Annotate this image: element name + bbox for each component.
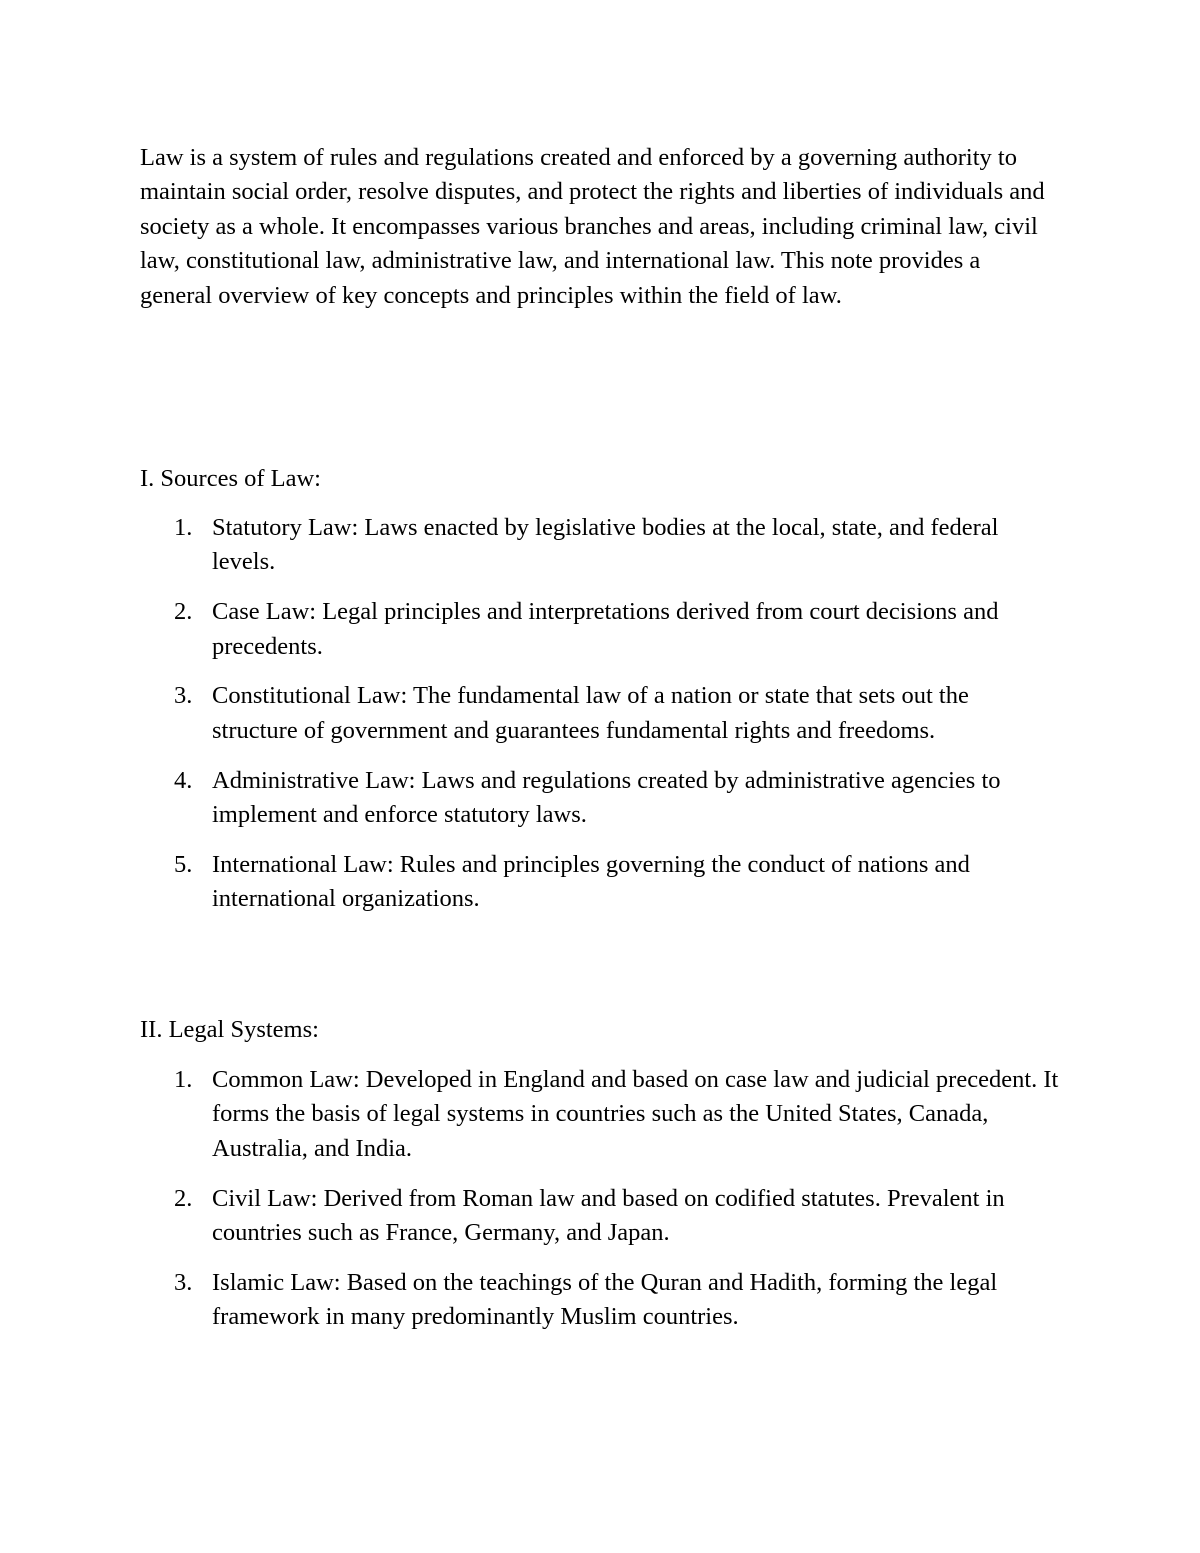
list-item-text: International Law: Rules and principles governing the conduct of nations and international organizations.: [212, 850, 970, 913]
list-item: [140, 848, 1060, 917]
list-item-number: 3.: [174, 682, 193, 710]
list-item: [140, 1266, 1060, 1335]
list-item-number: 3.: [174, 1268, 193, 1296]
legal-systems-list: [140, 1063, 1060, 1350]
list-item-text: Common Law: Developed in England and based on case law and judicial precedent. It forms the basis of legal systems in countries such as the United States, Canada, Australia, and India.: [212, 1066, 1059, 1162]
list-item-text: Islamic Law: Based on the teachings of the Quran and Hadith, forming the legal framework in many predominantly Muslim countries.: [212, 1268, 998, 1331]
list-item-text: Case Law: Legal principles and interpretations derived from court decisions and precedents.: [212, 598, 999, 660]
list-item-number: 5.: [174, 850, 193, 878]
sources-of-law-list: [140, 511, 1060, 932]
list-item-number: 2.: [174, 1184, 193, 1212]
list-item-number: 1.: [174, 1066, 193, 1093]
list-item-text: Civil Law: Derived from Roman law and based on codified statutes. Prevalent in countries such as France, Germany, and Japan.: [212, 1184, 1005, 1247]
list-item: [140, 595, 1060, 664]
list-item: [140, 764, 1060, 833]
list-item-number: 4.: [174, 766, 193, 794]
list-item-text: Administrative Law: Laws and regulations created by administrative agencies to implement and enforce statutory laws.: [212, 766, 1001, 829]
list-item-text: Statutory Law: Laws enacted by legislative bodies at the local, state, and federal levels.: [212, 514, 999, 576]
list-item: [140, 511, 1060, 580]
section-heading-sources-of-law: I. Sources of Law:: [140, 465, 321, 492]
section-heading-legal-systems: II. Legal Systems:: [140, 1016, 319, 1043]
list-item: [140, 1182, 1060, 1251]
list-item: [140, 679, 1060, 748]
intro-paragraph: Law is a system of rules and regulations created and enforced by a governing authority to maintain social order, resolve disputes, and protect the rights and liberties of individuals and society as a whole. It encompasses various branches and areas, including criminal law, civil law, constitutional law, administrative law, and international law. This note provides a general overview of key concepts and principles within the field of law.: [140, 144, 1045, 309]
list-item-number: 1.: [174, 514, 193, 541]
list-item-text: Constitutional Law: The fundamental law of a nation or state that sets out the structure of government and guarantees fundamental rights and freedoms.: [212, 682, 969, 744]
list-item: [140, 1063, 1060, 1166]
list-item-number: 2.: [174, 598, 193, 626]
